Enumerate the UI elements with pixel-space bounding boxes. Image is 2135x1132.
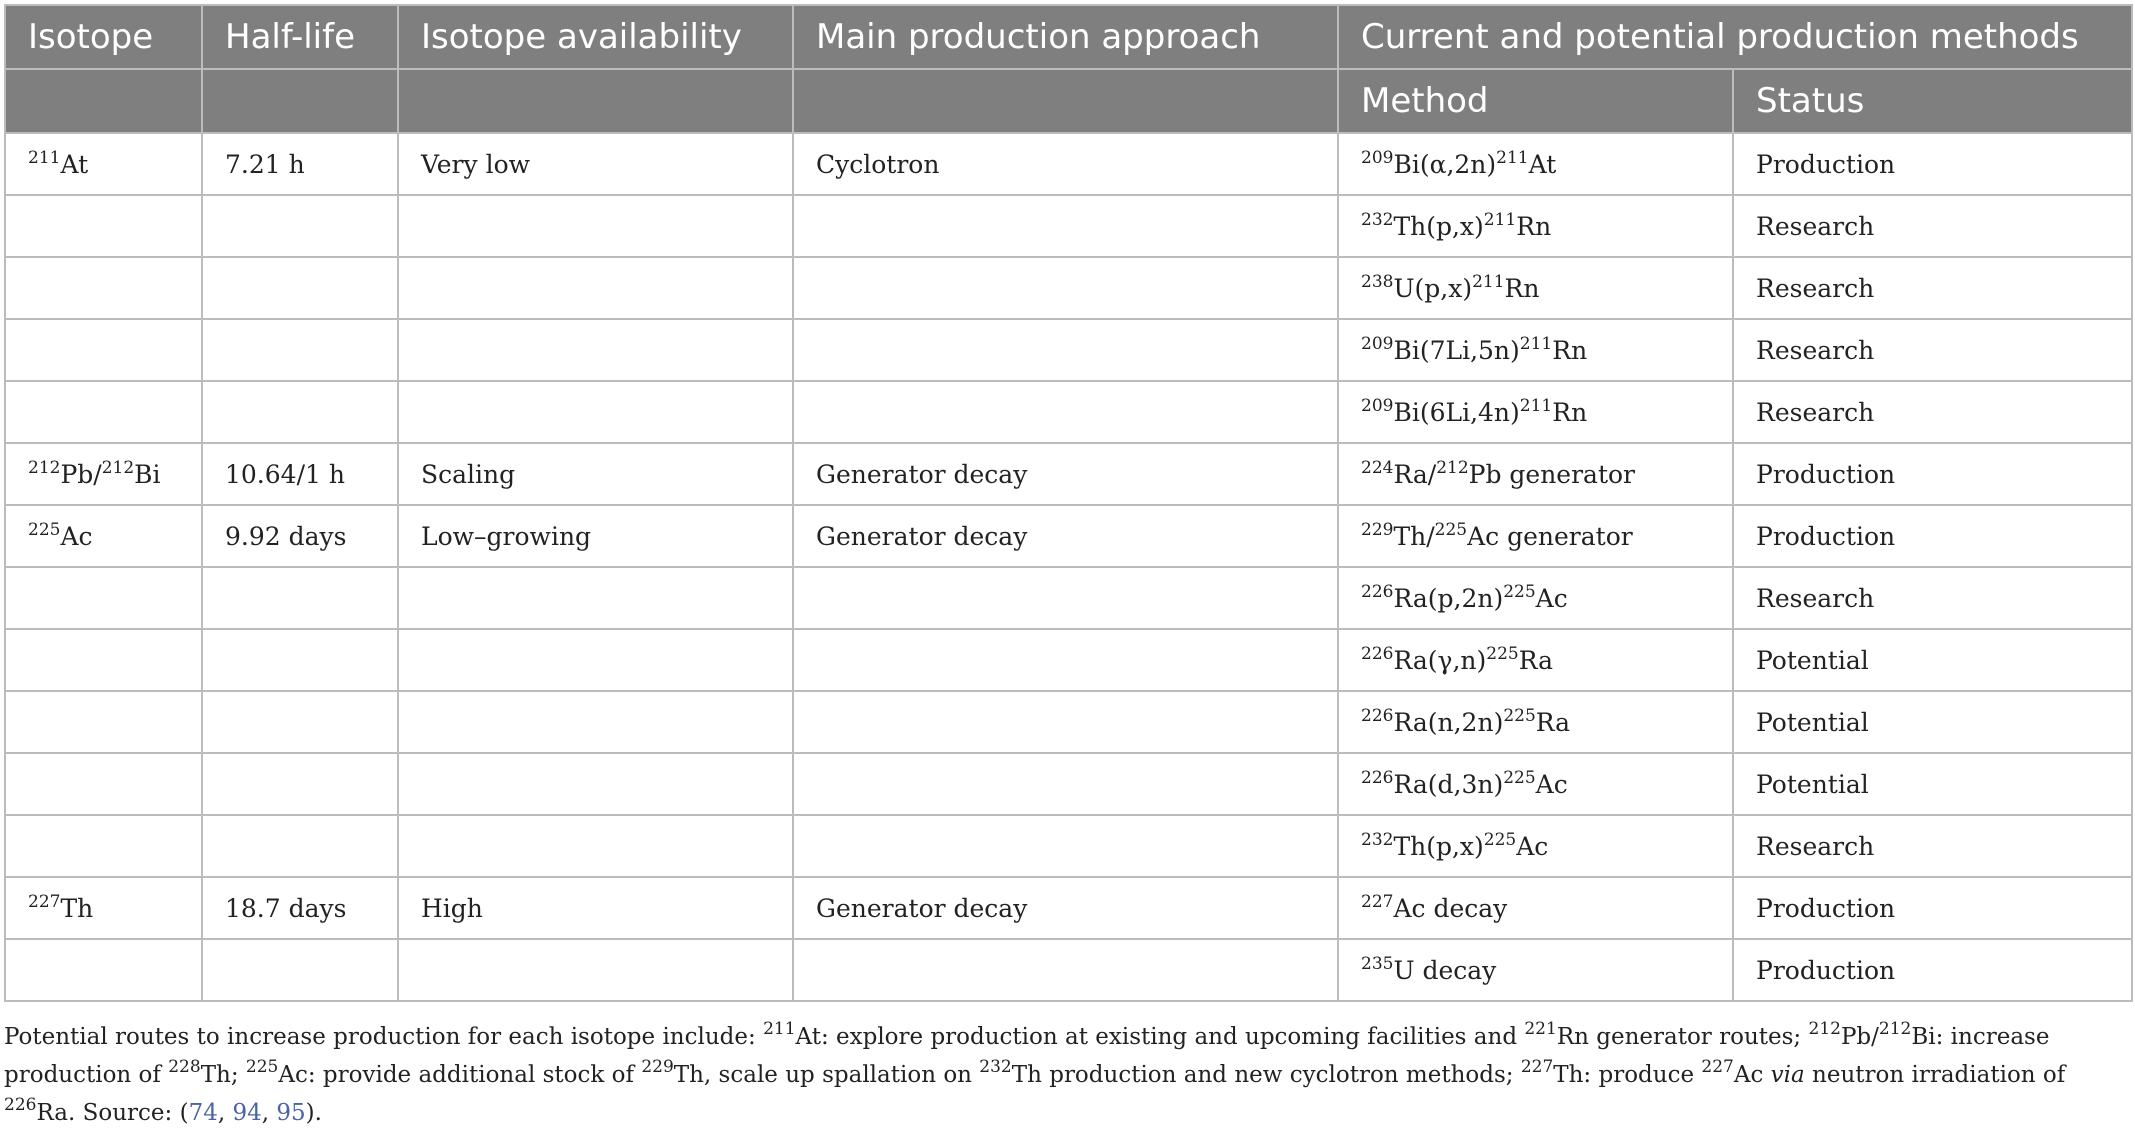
cell-half-life (202, 195, 398, 257)
table-row (5, 567, 2132, 629)
cell-method: $^{227}$Ac decay (1338, 877, 1733, 939)
header-blank (5, 69, 202, 133)
cell-availability: Low–growing (398, 505, 793, 567)
cell-method: $^{226}Ra(n,2n)^{225}Ra$ (1338, 691, 1733, 753)
cell-half-life (202, 567, 398, 629)
cell-availability (398, 381, 793, 443)
cell-availability (398, 629, 793, 691)
header-row-2 (5, 69, 2132, 133)
cell-method: $^{209}Bi(\alpha,2n)^{211}At$ (1338, 133, 1733, 195)
cell-half-life (202, 753, 398, 815)
cell-approach (793, 567, 1338, 629)
isotope-production-table (4, 4, 2133, 1002)
cell-method: $^{232}Th(p,x)^{225}Ac$ (1338, 815, 1733, 877)
cell-approach (793, 691, 1338, 753)
cell-availability (398, 257, 793, 319)
cell-method: $^{226}Ra(d,3n)^{225}Ac$ (1338, 753, 1733, 815)
reference-link[interactable]: 74 (188, 1100, 218, 1126)
table-footnote: Potential routes to increase production for each isotope include: $^{211}$At: explore production at existing and upcoming facilities and $^{221}$Rn generator routes; $^{212}$Pb/$^{212}$Bi: increase production of $^{228}$Th; $^{225}$Ac: provide additional stock of $^{229}$Th, scale up spallation on $^{232}$Th production and new cyclotron methods; $^{227}$Th: produce $^{227}$Ac via neutron irradiation of $^{226}$Ra. Source: (74, 94, 95). (4, 1019, 2066, 1126)
cell-method: $^{209}Bi(6Li,4n)^{211}Rn$ (1338, 381, 1733, 443)
cell-availability (398, 815, 793, 877)
cell-status: Potential (1733, 691, 2132, 753)
table-row (5, 877, 2132, 939)
cell-half-life: 18.7 days (202, 877, 398, 939)
cell-status: Research (1733, 257, 2132, 319)
header-half-life: Half-life (202, 5, 398, 69)
table-row (5, 133, 2132, 195)
cell-half-life (202, 691, 398, 753)
cell-availability: High (398, 877, 793, 939)
table-row (5, 443, 2132, 505)
cell-isotope (5, 567, 202, 629)
cell-approach: Generator decay (793, 443, 1338, 505)
header-approach: Main production approach (793, 5, 1338, 69)
cell-availability: Scaling (398, 443, 793, 505)
table-row (5, 629, 2132, 691)
cell-status: Production (1733, 505, 2132, 567)
table-row (5, 319, 2132, 381)
header-method: Method (1338, 69, 1733, 133)
cell-isotope: $^{227}$Th (5, 877, 202, 939)
cell-isotope: $^{212}$Pb/$^{212}$Bi (5, 443, 202, 505)
cell-status: Production (1733, 939, 2132, 1001)
cell-availability (398, 939, 793, 1001)
cell-approach (793, 939, 1338, 1001)
cell-isotope (5, 381, 202, 443)
cell-isotope: $^{211}$At (5, 133, 202, 195)
table-row (5, 257, 2132, 319)
table-row (5, 815, 2132, 877)
cell-method: $^{226}Ra(p,2n)^{225}Ac$ (1338, 567, 1733, 629)
cell-half-life (202, 815, 398, 877)
header-availability: Isotope availability (398, 5, 793, 69)
cell-method: $^{232}Th(p,x)^{211}Rn$ (1338, 195, 1733, 257)
cell-approach (793, 319, 1338, 381)
cell-status: Research (1733, 195, 2132, 257)
cell-status: Production (1733, 443, 2132, 505)
cell-availability (398, 691, 793, 753)
cell-half-life (202, 629, 398, 691)
cell-half-life (202, 381, 398, 443)
cell-availability: Very low (398, 133, 793, 195)
header-isotope: Isotope (5, 5, 202, 69)
cell-method: $^{229}$Th/$^{225}$Ac generator (1338, 505, 1733, 567)
cell-availability (398, 319, 793, 381)
header-blank (398, 69, 793, 133)
cell-half-life: 9.92 days (202, 505, 398, 567)
cell-method: $^{235}$U decay (1338, 939, 1733, 1001)
cell-status: Production (1733, 877, 2132, 939)
cell-status: Research (1733, 319, 2132, 381)
cell-status: Potential (1733, 629, 2132, 691)
cell-half-life: 7.21 h (202, 133, 398, 195)
table-row (5, 381, 2132, 443)
cell-approach (793, 195, 1338, 257)
reference-link[interactable]: 94 (232, 1100, 262, 1126)
cell-isotope (5, 939, 202, 1001)
header-blank (202, 69, 398, 133)
cell-method: $^{238}U(p,x)^{211}Rn$ (1338, 257, 1733, 319)
cell-isotope: $^{225}$Ac (5, 505, 202, 567)
cell-availability (398, 753, 793, 815)
cell-approach (793, 257, 1338, 319)
header-row-1 (5, 5, 2132, 69)
table-row (5, 691, 2132, 753)
cell-approach: Generator decay (793, 505, 1338, 567)
cell-isotope (5, 815, 202, 877)
cell-isotope (5, 319, 202, 381)
cell-approach (793, 629, 1338, 691)
reference-link[interactable]: 95 (276, 1100, 306, 1126)
cell-isotope (5, 753, 202, 815)
cell-status: Research (1733, 815, 2132, 877)
cell-isotope (5, 629, 202, 691)
cell-availability (398, 567, 793, 629)
cell-approach (793, 815, 1338, 877)
table-row (5, 753, 2132, 815)
header-status: Status (1733, 69, 2132, 133)
header-methods-group: Current and potential production methods (1338, 5, 2132, 69)
cell-isotope (5, 691, 202, 753)
cell-method: $^{224}$Ra/$^{212}$Pb generator (1338, 443, 1733, 505)
cell-approach (793, 753, 1338, 815)
cell-half-life (202, 939, 398, 1001)
table-row (5, 195, 2132, 257)
header-blank (793, 69, 1338, 133)
cell-approach: Generator decay (793, 877, 1338, 939)
cell-status: Research (1733, 381, 2132, 443)
cell-approach: Cyclotron (793, 133, 1338, 195)
cell-approach (793, 381, 1338, 443)
cell-isotope (5, 195, 202, 257)
cell-status: Research (1733, 567, 2132, 629)
table-row (5, 939, 2132, 1001)
cell-half-life: 10.64/1 h (202, 443, 398, 505)
cell-isotope (5, 257, 202, 319)
cell-method: $^{226}Ra(\gamma,n)^{225}Ra$ (1338, 629, 1733, 691)
cell-availability (398, 195, 793, 257)
cell-method: $^{209}Bi(7Li,5n)^{211}Rn$ (1338, 319, 1733, 381)
table-row (5, 505, 2132, 567)
cell-status: Potential (1733, 753, 2132, 815)
cell-status: Production (1733, 133, 2132, 195)
cell-half-life (202, 319, 398, 381)
cell-half-life (202, 257, 398, 319)
